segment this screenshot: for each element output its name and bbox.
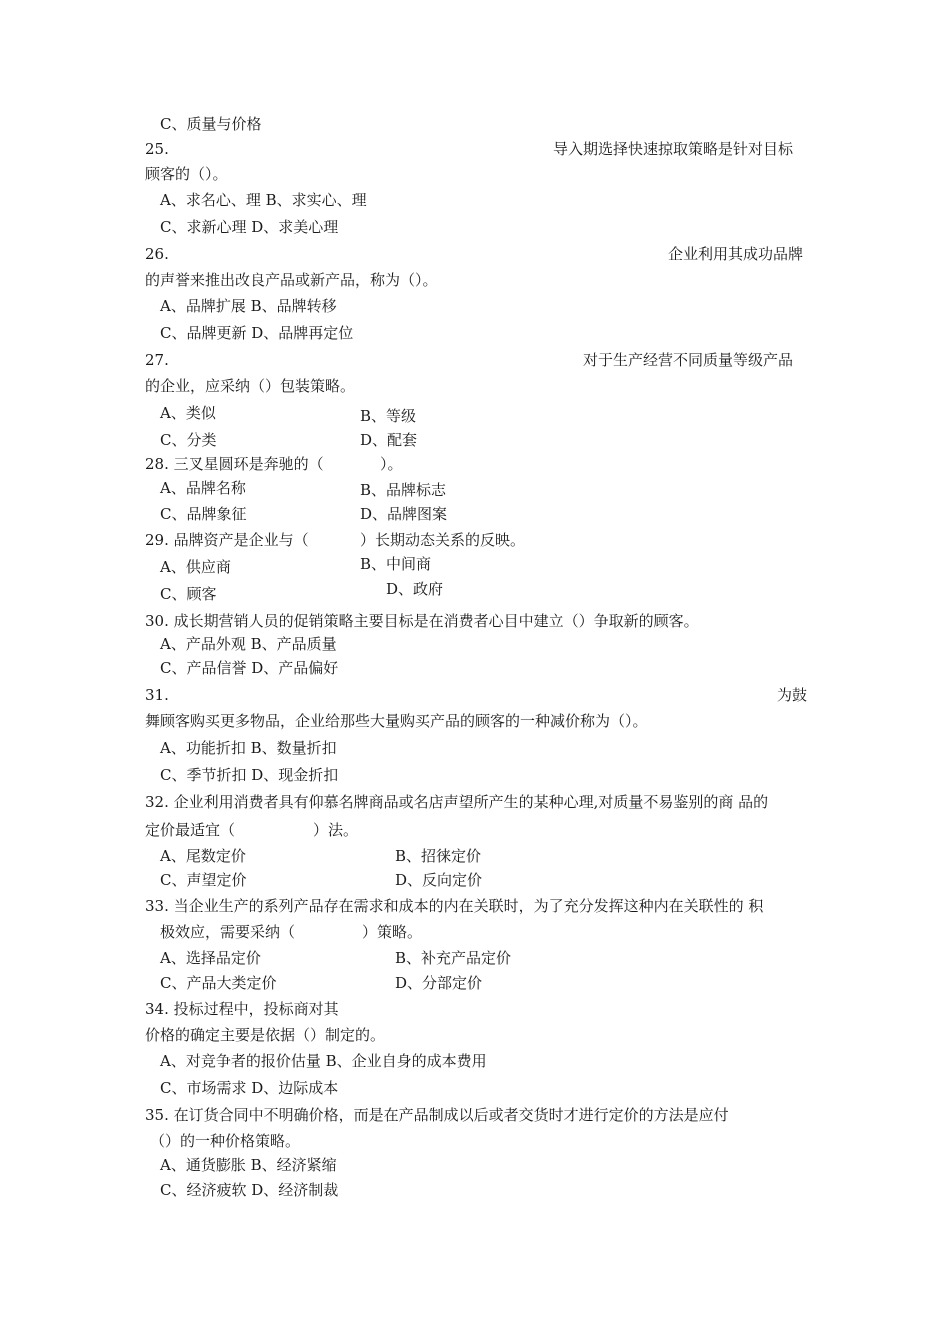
option-a: A、尾数定价 (160, 847, 246, 865)
option-b: B、补充产品定价 (395, 949, 512, 967)
option-line: A、求名心、理 B、求实心、理 (160, 191, 367, 209)
text-line: 28. 三叉星圆环是奔驰的（ (145, 455, 324, 473)
question-number: 31. (145, 686, 169, 704)
option-b: B、中间商 (360, 555, 432, 573)
option-a: A、品牌名称 (160, 479, 246, 497)
text-line: 34. 投标过程中，投标商对其 (145, 1000, 339, 1018)
text-line: C、质量与价格 (160, 115, 262, 133)
text-line: 的企业，应采纳（）包装策略。 (145, 377, 356, 395)
text-line: 35. 在订货合同中不明确价格，而是在产品制成以后或者交货时才进行定价的方法是应付 (145, 1106, 729, 1124)
text-line: 极效应，需要采纳（ (160, 923, 296, 941)
question-number: 26. (145, 245, 169, 263)
text-line: 的声誉来推出改良产品或新产品，称为（）。 (145, 271, 438, 289)
text-line: 舞顾客购买更多物品，企业给那些大量购买产品的顾客的一种减价称为（）。 (145, 712, 648, 730)
option-d: D、配套 (360, 431, 418, 449)
option-d: D、分部定价 (395, 974, 483, 992)
text-line: 为鼓 (777, 686, 808, 704)
option-a: A、选择品定价 (160, 949, 261, 967)
option-d: D、反向定价 (395, 871, 483, 889)
text-line: （）的一种价格策略。 (150, 1132, 301, 1150)
option-line: C、市场需求 D、边际成本 (160, 1079, 339, 1097)
option-d: D、政府 (386, 580, 444, 598)
option-c: C、声望定价 (160, 871, 247, 889)
text-line: ）长期动态关系的反映。 (360, 531, 526, 549)
option-b: B、等级 (360, 407, 417, 425)
text-line: 29. 品牌资产是企业与（ (145, 531, 309, 549)
text-line: 33. 当企业生产的系列产品存在需求和成本的内在关联时，为了充分发挥这种内在关联性的 积 (145, 897, 764, 915)
text-line: ）法。 (313, 821, 359, 839)
option-line: C、品牌更新 D、品牌再定位 (160, 324, 354, 342)
option-c: C、产品大类定价 (160, 974, 277, 992)
option-line: C、季节折扣 D、现金折扣 (160, 766, 339, 784)
option-a: A、供应商 (160, 558, 231, 576)
text-line: 32. 企业利用消费者具有仰慕名牌商品或名店声望所产生的某种心理,对质量不易鉴别的商 品的 (145, 793, 769, 811)
question-number: 27. (145, 351, 169, 369)
text-line: 定价最适宜（ (145, 821, 236, 839)
question-number: 25. (145, 140, 169, 158)
text-line: ）策略。 (362, 923, 423, 941)
option-c: C、顾客 (160, 585, 217, 603)
option-line: C、求新心理 D、求美心理 (160, 218, 339, 236)
option-b: B、品牌标志 (360, 481, 447, 499)
option-line: A、功能折扣 B、数量折扣 (160, 739, 337, 757)
text-line: ）。 (380, 455, 403, 473)
option-c: C、分类 (160, 431, 217, 449)
option-line: A、对竞争者的报价估量 B、企业自身的成本费用 (160, 1052, 487, 1070)
text-line: 30. 成长期营销人员的促销策略主要目标是在消费者心目中建立（）争取新的顾客。 (145, 612, 699, 630)
option-d: D、品牌图案 (360, 505, 448, 523)
text-line: 价格的确定主要是依据（）制定的。 (145, 1026, 386, 1044)
option-line: A、通货膨胀 B、经济紧缩 (160, 1156, 337, 1174)
option-line: C、经济疲软 D、经济制裁 (160, 1181, 339, 1199)
option-a: A、类似 (160, 404, 216, 422)
option-line: C、产品信誉 D、产品偏好 (160, 659, 339, 677)
text-line: 顾客的（）。 (145, 165, 228, 183)
option-line: A、产品外观 B、产品质量 (160, 635, 337, 653)
option-c: C、品牌象征 (160, 505, 247, 523)
text-line: 导入期选择快速掠取策略是针对目标 (553, 140, 794, 158)
option-b: B、招徕定价 (395, 847, 482, 865)
text-line: 对于生产经营不同质量等级产品 (583, 351, 794, 369)
option-line: A、品牌扩展 B、品牌转移 (160, 297, 337, 315)
text-line: 企业利用其成功品牌 (668, 245, 804, 263)
